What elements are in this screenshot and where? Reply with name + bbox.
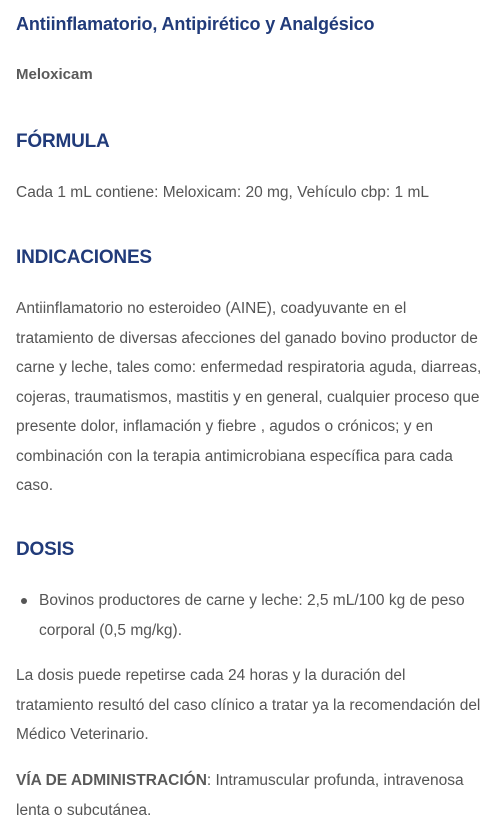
administration-text: : Intramuscular profunda, intravenosa lenta o subcutánea. (16, 772, 464, 819)
formula-text: Cada 1 mL contiene: Meloxicam: 20 mg, Vehículo cbp: 1 mL (16, 184, 429, 201)
product-name: Meloxicam (16, 66, 93, 83)
dosage-heading: DOSIS (16, 539, 75, 560)
administration-label: VÍA DE ADMINISTRACIÓN (16, 772, 207, 789)
dosage-item-text: Bovinos productores de carne y leche: 2,5 mL/100 kg de peso corporal (0,5 mg/kg). (39, 592, 465, 639)
dosage-repeat-text: La dosis puede repetirse cada 24 horas y la duración del tratamiento resultó del caso clínico a tratar ya la recomendación del Médico Veterinario. (16, 667, 481, 743)
dosage-list-item (16, 586, 476, 645)
indications-heading: INDICACIONES (16, 247, 152, 268)
administration-paragraph (16, 766, 486, 825)
bullet-icon (21, 598, 27, 604)
dosage-list (16, 586, 476, 645)
indications-text: Antiinflamatorio no esteroideo (AINE), coadyuvante en el tratamiento de diversas afecciones del ganado bovino productor de carne y leche, tales como: enfermedad respiratoria aguda, diarreas, cojeras, traumatismos, mastitis y en general, cualquier proceso que presente dolor, inflamación y fiebre , agudos o crónicos; y en combinación con la terapia antimicrobiana específica para cada caso. (16, 300, 482, 494)
product-category-title: Antiinflamatorio, Antipirético y Analgésico (16, 14, 375, 34)
formula-heading: FÓRMULA (16, 131, 110, 152)
